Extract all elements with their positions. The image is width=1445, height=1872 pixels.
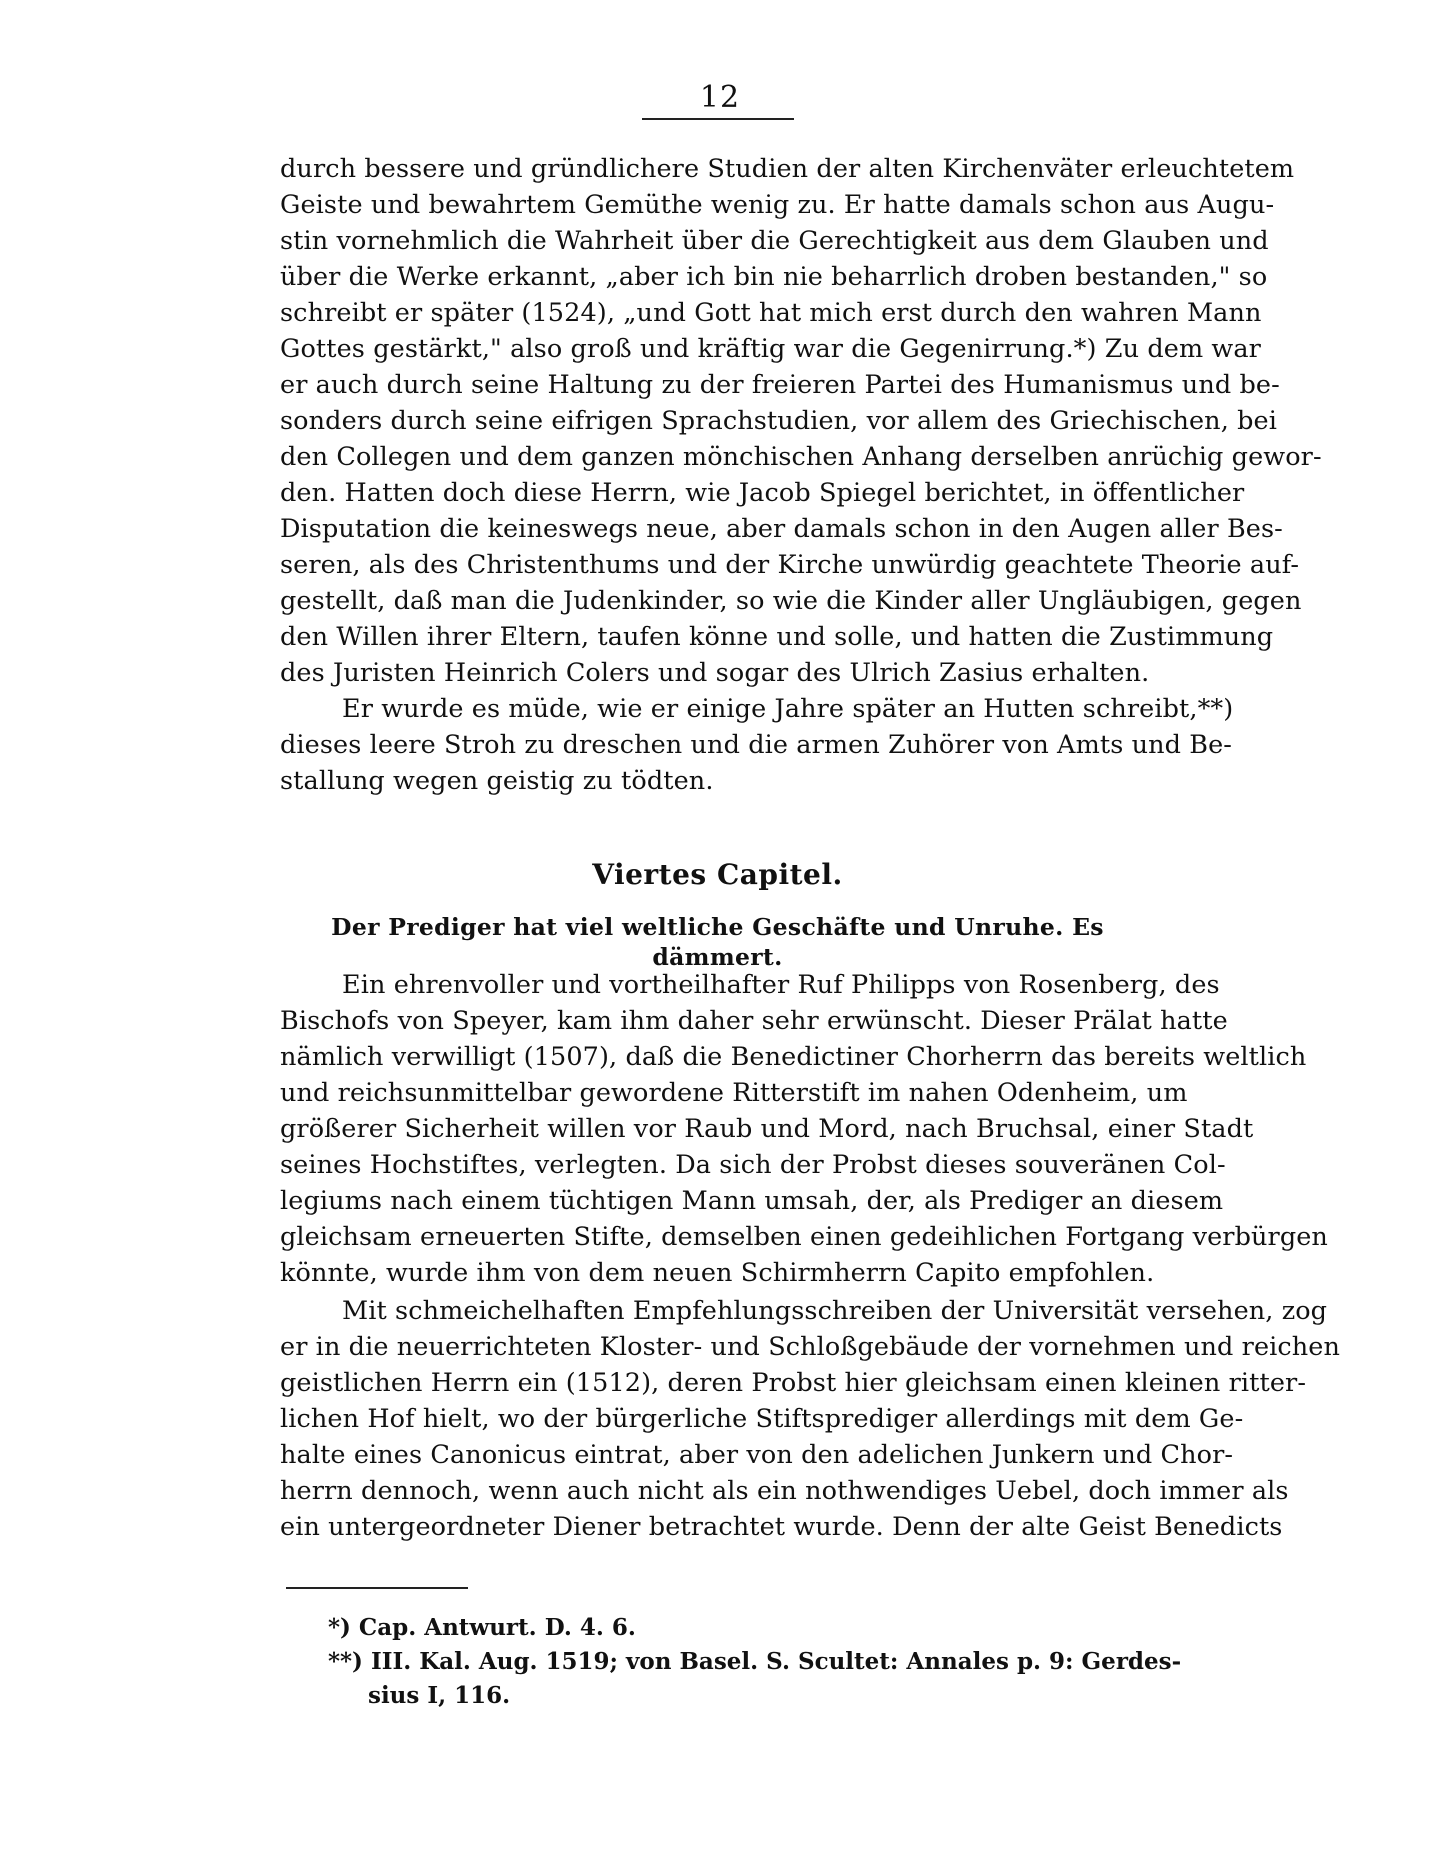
text-line: könnte, wurde ihm von dem neuen Schirmherrn Capito empfohlen. xyxy=(280,1258,1155,1288)
text-line: stallung wegen geistig zu tödten. xyxy=(280,766,714,796)
text-line: über die Werke erkannt, „aber ich bin nie beharrlich droben bestanden," so xyxy=(280,262,1268,292)
text-line: seines Hochstiftes, verlegten. Da sich der Probst dieses souveränen Col- xyxy=(280,1150,1226,1180)
text-line: legiums nach einem tüchtigen Mann umsah, der, als Prediger an diesem xyxy=(280,1186,1224,1216)
text-line: halte eines Canonicus eintrat, aber von den adelichen Junkern und Chor- xyxy=(280,1440,1234,1470)
footnote: **) III. Kal. Aug. 1519; von Basel. S. Scultet: Annales p. 9: Gerdes- xyxy=(328,1648,1182,1675)
text-line: geistlichen Herrn ein (1512), deren Probst hier gleichsam einen kleinen ritter- xyxy=(280,1368,1307,1398)
text-line: den Willen ihrer Eltern, taufen könne und solle, und hatten die Zustimmung xyxy=(280,622,1274,652)
text-line: er in die neuerrichteten Kloster- und Schloßgebäude der vornehmen und reichen xyxy=(280,1332,1341,1362)
footnote: sius I, 116. xyxy=(368,1682,511,1709)
text-line: Gottes gestärkt," also groß und kräftig war die Gegenirrung.*) Zu dem war xyxy=(280,334,1261,364)
text-line: herrn dennoch, wenn auch nicht als ein nothwendiges Uebel, doch immer als xyxy=(280,1476,1289,1506)
text-line: Disputation die keineswegs neue, aber damals schon in den Augen aller Bes- xyxy=(280,514,1283,544)
text-line: Er wurde es müde, wie er einige Jahre später an Hutten schreibt,**) xyxy=(342,694,1234,724)
text-line: durch bessere und gründlichere Studien der alten Kirchenväter erleuchtetem xyxy=(280,154,1295,184)
text-line: gleichsam erneuerten Stifte, demselben einen gedeihlichen Fortgang verbürgen xyxy=(280,1222,1328,1252)
text-line: nämlich verwilligt (1507), daß die Benedictiner Chorherrn das bereits weltlich xyxy=(280,1042,1307,1072)
text-line: schreibt er später (1524), „und Gott hat mich erst durch den wahren Mann xyxy=(280,298,1262,328)
page-number-rule xyxy=(642,118,794,120)
text-line: sonders durch seine eifrigen Sprachstudien, vor allem des Griechischen, bei xyxy=(280,406,1277,436)
text-line: Bischofs von Speyer, kam ihm daher sehr erwünscht. Dieser Prälat hatte xyxy=(280,1006,1228,1036)
page-number: 12 xyxy=(699,80,741,115)
text-line: lichen Hof hielt, wo der bürgerliche Stiftsprediger allerdings mit dem Ge- xyxy=(280,1404,1244,1434)
text-line: gestellt, daß man die Judenkinder, so wie die Kinder aller Ungläubigen, gegen xyxy=(280,586,1302,616)
text-line: Ein ehrenvoller und vortheilhafter Ruf Philipps von Rosenberg, des xyxy=(342,970,1220,1000)
chapter-subtitle: Der Prediger hat viel weltliche Geschäfte und Unruhe. Es dämmert. xyxy=(331,913,1104,971)
text-line: ein untergeordneter Diener betrachtet wurde. Denn der alte Geist Benedicts xyxy=(280,1512,1283,1542)
footnote: *) Cap. Antwurt. D. 4. 6. xyxy=(328,1614,636,1641)
text-line: den Collegen und dem ganzen mönchischen Anhang derselben anrüchig gewor- xyxy=(280,442,1322,472)
footnote-rule xyxy=(286,1587,468,1589)
text-line: er auch durch seine Haltung zu der freieren Partei des Humanismus und be- xyxy=(280,370,1280,400)
chapter-title: Viertes Capitel. xyxy=(592,858,843,891)
text-line: den. Hatten doch diese Herrn, wie Jacob Spiegel berichtet, in öffentlicher xyxy=(280,478,1245,508)
text-line: größerer Sicherheit willen vor Raub und Mord, nach Bruchsal, einer Stadt xyxy=(280,1114,1254,1144)
text-line: seren, als des Christenthums und der Kirche unwürdig geachtete Theorie auf- xyxy=(280,550,1300,580)
text-line: des Juristen Heinrich Colers und sogar des Ulrich Zasius erhalten. xyxy=(280,658,1150,688)
text-line: und reichsunmittelbar gewordene Ritterstift im nahen Odenheim, um xyxy=(280,1078,1188,1108)
text-line: stin vornehmlich die Wahrheit über die Gerechtigkeit aus dem Glauben und xyxy=(280,226,1269,256)
text-line: Mit schmeichelhaften Empfehlungsschreiben der Universität versehen, zog xyxy=(342,1296,1328,1326)
text-line: dieses leere Stroh zu dreschen und die armen Zuhörer von Amts und Be- xyxy=(280,730,1233,760)
text-line: Geiste und bewahrtem Gemüthe wenig zu. Er hatte damals schon aus Augu- xyxy=(280,190,1275,220)
